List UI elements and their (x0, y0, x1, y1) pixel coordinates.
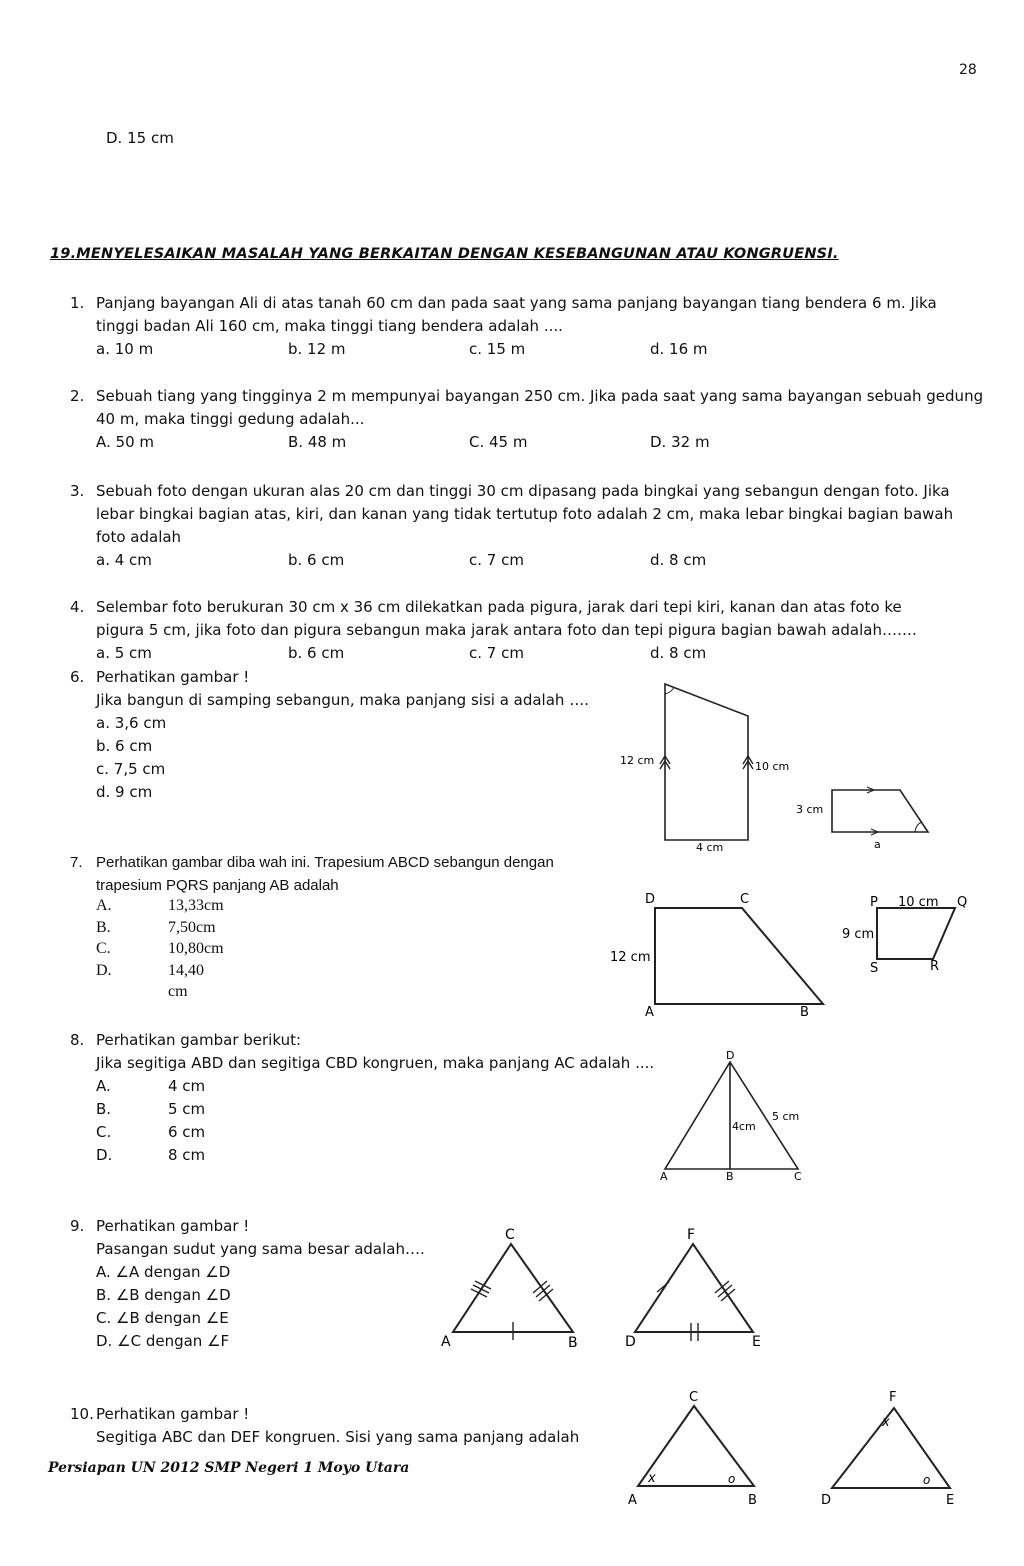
vertex-b: B (748, 1493, 757, 1508)
label-5cm: 5 cm (772, 1110, 800, 1123)
option-letter: A. (96, 1263, 111, 1281)
question-8 (70, 1029, 654, 1167)
option-b[interactable]: B. 48 m (288, 433, 347, 451)
angle-label-x: x (648, 1471, 656, 1486)
options-row (96, 431, 983, 454)
vertex-e: E (946, 1493, 955, 1508)
option-value: 14,40 cm (168, 961, 204, 1000)
angle-vertex: D (219, 1286, 231, 1304)
trapezoid-pqrs (877, 908, 955, 959)
question-text: foto adalah (96, 528, 182, 546)
label-10cm: 10 cm (898, 895, 939, 910)
figure-10-triangles (620, 1386, 980, 1511)
question-9 (70, 1215, 425, 1353)
angle-vertex: B (129, 1309, 140, 1327)
vertex-f: F (889, 1390, 897, 1405)
section-heading: 19.MENYELESAIKAN MASALAH YANG BERKAITAN DENGAN KESEBANGUNAN ATAU KONGRUENSI. (50, 246, 839, 262)
label-12cm: 12 cm (620, 754, 655, 767)
option-value: 10,80cm (168, 940, 224, 957)
question-2 (70, 385, 983, 454)
option-a[interactable]: a. 4 cm (96, 551, 152, 569)
question-number: 7. (70, 854, 83, 871)
option-letter: C. (96, 1123, 112, 1141)
vertex-e: E (752, 1334, 761, 1350)
option-letter: B. (96, 1286, 112, 1304)
question-text: pigura 5 cm, jika foto dan pigura sebangun maka jarak antara foto dan tepi pigura bagian bawah adalah……. (96, 621, 917, 639)
question-text: Sebuah tiang yang tingginya 2 m mempunyai bayangan 250 cm. Jika pada saat yang sama bayangan sebuah gedung (96, 387, 984, 405)
option-value: 8 cm (168, 1146, 206, 1164)
figure-6-similar-shapes (610, 672, 940, 857)
label-a: a (874, 838, 881, 851)
vertex-b: B (726, 1170, 734, 1183)
option-letter: C. (96, 1309, 112, 1327)
question-text: Perhatikan gambar diba wah ini. Trapesium ABCD sebangun dengan (96, 854, 554, 871)
options-row (96, 642, 917, 665)
vertex-r: R (930, 959, 940, 974)
question-text: Sebuah foto dengan ukuran alas 20 cm dan tinggi 30 cm dipasang pada bingkai yang sebangun dengan foto. Jika (96, 482, 950, 500)
question-number: 4. (70, 598, 85, 616)
option-a[interactable]: A. 50 m (96, 433, 155, 451)
figure-9-triangles (435, 1222, 775, 1352)
option-c[interactable] (96, 1307, 425, 1330)
vertex-d: D (625, 1334, 636, 1350)
question-text: Segitiga ABC dan DEF kongruen. Sisi yang sama panjang adalah (96, 1428, 580, 1446)
option-d[interactable]: d. 16 m (650, 340, 708, 358)
triangle-def (832, 1408, 950, 1488)
option-letter: A. (96, 897, 112, 914)
vertex-q: Q (957, 895, 968, 910)
question-number: 10. (70, 1405, 94, 1423)
option-b[interactable] (96, 1284, 425, 1307)
angle-vertex: A (129, 1263, 140, 1281)
vertex-c: C (505, 1227, 515, 1243)
option-c[interactable]: C. 45 m (469, 433, 528, 451)
option-b[interactable]: b. 12 m (288, 340, 346, 358)
option-d[interactable]: d. 9 cm (96, 783, 153, 801)
label-4cm: 4 cm (696, 841, 724, 854)
page-footer: Persiapan UN 2012 SMP Negeri 1 Moyo Utara (48, 1460, 410, 1476)
angle-mark (665, 687, 674, 694)
angle-label-x: x (882, 1415, 890, 1430)
vertex-b: B (568, 1335, 578, 1351)
vertex-d: D (645, 892, 656, 907)
question-text: Perhatikan gambar berikut: (96, 1031, 302, 1049)
question-text: Panjang bayangan Ali di atas tanah 60 cm dan pada saat yang sama panjang bayangan tiang bendera 6 m. Jika (96, 294, 937, 312)
question-text: Perhatikan gambar ! (96, 1217, 250, 1235)
option-c[interactable]: c. 7,5 cm (96, 760, 166, 778)
question-text: 40 m, maka tinggi gedung adalah... (96, 410, 365, 428)
option-a[interactable]: a. 10 m (96, 340, 154, 358)
vertex-c: C (794, 1170, 802, 1183)
question-text: Selembar foto berukuran 30 cm x 36 cm dilekatkan pada pigura, jarak dari tepi kiri, kanan dan atas foto ke (96, 598, 902, 616)
option-a[interactable]: a. 3,6 cm (96, 714, 167, 732)
angle-icon: ∠ (205, 1286, 220, 1304)
angle-vertex: C (130, 1332, 142, 1350)
option-value: 4 cm (168, 1077, 206, 1095)
connector-text: dengan (144, 1286, 201, 1304)
connector-text: dengan (145, 1332, 203, 1350)
vertex-a: A (441, 1334, 451, 1350)
small-trapezoid (832, 790, 928, 832)
option-c[interactable]: c. 7 cm (469, 644, 524, 662)
vertex-b: B (800, 1005, 809, 1020)
option-letter: A. (96, 1077, 111, 1095)
angle-icon: ∠ (205, 1263, 219, 1281)
option-letter: D. (96, 1332, 113, 1350)
vertex-a: A (645, 1005, 654, 1020)
angle-vertex: D (218, 1263, 231, 1281)
option-d[interactable]: D. 32 m (650, 433, 710, 451)
figure-7-trapezoids (605, 888, 985, 1023)
question-text: trapesium PQRS panjang AB adalah (96, 877, 339, 894)
option-a[interactable] (96, 1075, 654, 1098)
label-3cm: 3 cm (796, 803, 824, 816)
label-12cm: 12 cm (610, 950, 651, 965)
option-c[interactable]: c. 15 m (469, 340, 526, 358)
previous-option: D. 15 cm (106, 129, 174, 147)
large-quadrilateral (665, 684, 748, 840)
question-6 (70, 666, 589, 804)
option-letter: D. (96, 961, 112, 979)
question-1 (70, 292, 937, 361)
angle-icon: ∠ (115, 1263, 129, 1281)
question-number: 9. (70, 1217, 85, 1235)
option-d[interactable]: d. 8 cm (650, 551, 707, 569)
question-3 (70, 480, 953, 572)
option-b[interactable]: b. 6 cm (288, 644, 345, 662)
angle-icon: ∠ (117, 1332, 131, 1350)
question-text: Jika bangun di samping sebangun, maka panjang sisi a adalah …. (96, 691, 589, 709)
angle-vertex: B (129, 1286, 140, 1304)
angle-vertex: F (220, 1332, 230, 1350)
vertex-s: S (870, 961, 879, 976)
angle-label-o: o (923, 1473, 931, 1487)
option-b[interactable] (96, 1098, 654, 1121)
vertex-c: C (689, 1390, 699, 1405)
tick-mark (715, 1281, 735, 1301)
angle-icon: ∠ (116, 1309, 130, 1327)
option-value: 5 cm (168, 1100, 206, 1118)
triangle-abc (453, 1244, 573, 1332)
option-d[interactable]: d. 8 cm (650, 644, 707, 662)
option-a[interactable]: a. 5 cm (96, 644, 152, 662)
option-c[interactable]: c. 7 cm (469, 551, 524, 569)
options-row (96, 549, 953, 572)
option-letter: C. (96, 940, 111, 957)
option-c[interactable] (96, 1121, 654, 1144)
question-10 (70, 1403, 579, 1449)
question-4 (70, 596, 917, 665)
option-a[interactable] (96, 1261, 425, 1284)
label-10cm: 10 cm (755, 760, 790, 773)
option-value: 6 cm (168, 1123, 206, 1141)
option-b[interactable]: b. 6 cm (96, 737, 153, 755)
connector-text: dengan (144, 1309, 202, 1327)
question-text: Perhatikan gambar ! (96, 1405, 250, 1423)
option-value: 13,33cm (168, 897, 224, 914)
angle-label-o: o (728, 1472, 736, 1486)
option-d[interactable] (96, 1144, 654, 1167)
vertex-p: P (870, 895, 878, 910)
option-b[interactable]: b. 6 cm (288, 551, 345, 569)
angle-vertex: E (219, 1309, 229, 1327)
label-9cm: 9 cm (842, 927, 875, 942)
option-value: 7,50cm (168, 918, 216, 936)
question-number: 8. (70, 1031, 85, 1049)
vertex-d: D (726, 1049, 735, 1062)
angle-icon: ∠ (115, 1286, 130, 1304)
options-row (96, 338, 937, 361)
angle-mark (915, 822, 922, 832)
question-text: Pasangan sudut yang sama besar adalah…. (96, 1240, 425, 1258)
option-letter: B. (96, 1100, 112, 1118)
vertex-c: C (740, 892, 750, 907)
question-text: Jika segitiga ABD dan segitiga CBD kongruen, maka panjang AC adalah .... (96, 1054, 655, 1072)
tick-mark (471, 1281, 491, 1297)
question-number: 2. (70, 387, 85, 405)
question-text: lebar bingkai bagian atas, kiri, dan kanan yang tidak tertutup foto adalah 2 cm, maka lebar bingkai bagian bawah (96, 505, 954, 523)
question-7 (70, 851, 554, 897)
option-letter: B. (96, 918, 111, 936)
question-number: 3. (70, 482, 85, 500)
option-d[interactable] (96, 1330, 425, 1353)
page-number: 28 (959, 62, 977, 78)
question-text: Perhatikan gambar ! (96, 668, 250, 686)
figure-8-triangle (650, 1044, 820, 1184)
connector-text: dengan (144, 1263, 201, 1281)
angle-icon: ∠ (207, 1332, 221, 1350)
trapezoid-abcd (655, 908, 823, 1004)
question-number: 1. (70, 294, 85, 312)
angle-icon: ∠ (205, 1309, 220, 1327)
triangle-def (635, 1244, 753, 1332)
label-4cm: 4cm (732, 1120, 756, 1133)
vertex-f: F (687, 1227, 696, 1243)
vertex-d: D (821, 1493, 832, 1508)
question-number: 6. (70, 668, 85, 686)
option-letter: D. (96, 1146, 113, 1164)
vertex-a: A (628, 1493, 637, 1508)
vertex-a: A (660, 1170, 668, 1183)
question-text: tinggi badan Ali 160 cm, maka tinggi tiang bendera adalah .... (96, 317, 563, 335)
